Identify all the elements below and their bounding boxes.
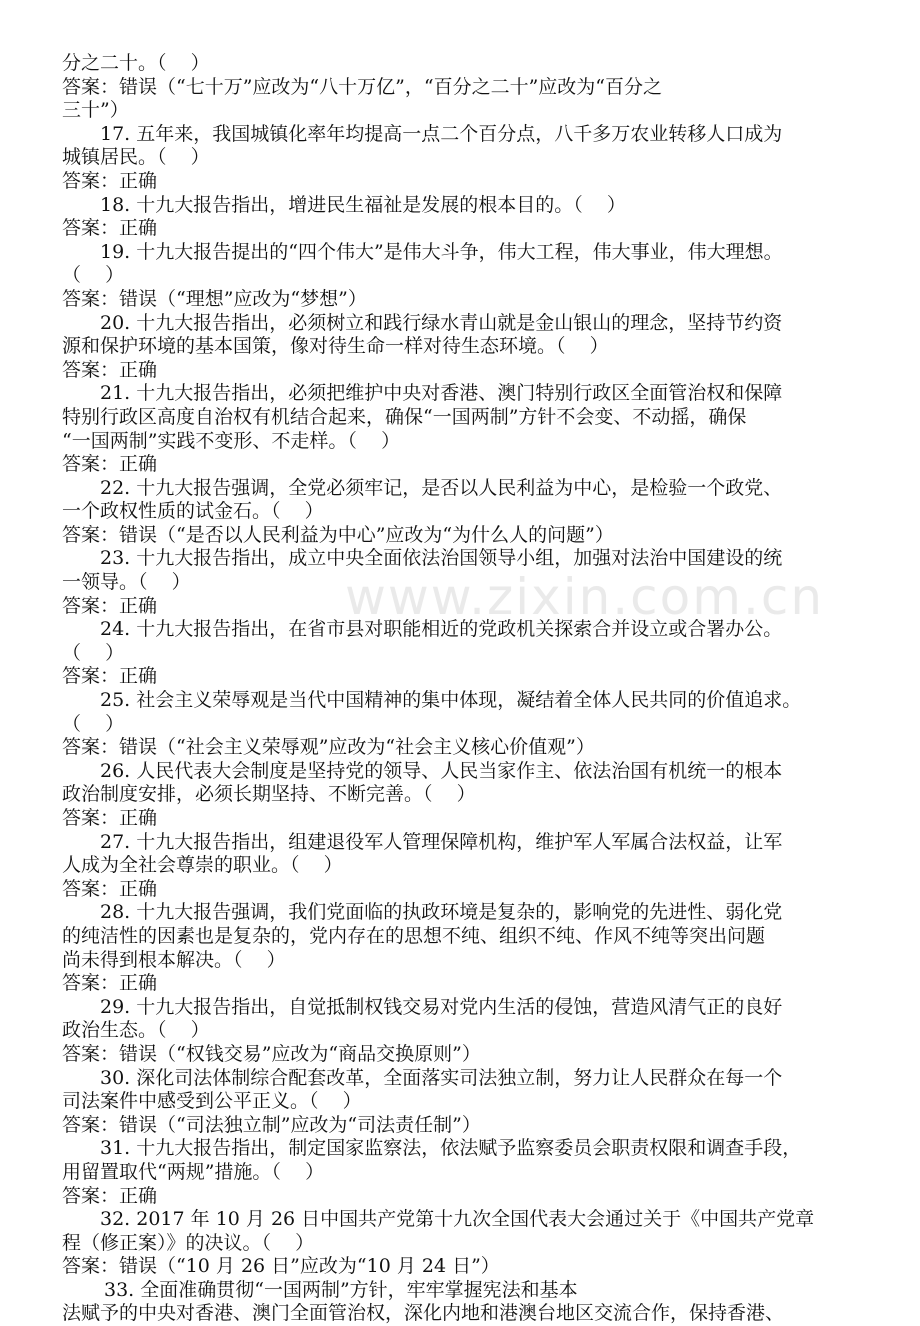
continuation-text: 源和保护环境的基本国策，像对待生命一样对待生态环境。（ ） [62,335,609,358]
continuation-text: 尚未得到根本解决。（ ） [62,948,286,971]
answer-text: 答案：错误（“是否以人民利益为中心”应改为“为什么人的问题”） [62,523,614,546]
document-body [62,52,872,1326]
continuation-text: （ ） [62,264,125,287]
question-text: 28. 十九大报告强调，我们党面临的执政环境是复杂的，影响党的先进性、弱化党 [100,901,783,924]
answer-text: 答案：正确 [62,1184,158,1207]
answer-text: 答案：正确 [62,358,158,381]
question-text: 17. 五年来，我国城镇化率年均提高一点二个百分点，八千多万农业转移人口成为 [100,122,783,145]
continuation-text: 三十”） [62,99,129,122]
continuation-text: 司法案件中感受到公平正义。（ ） [62,1090,362,1113]
question-text: 30. 深化司法体制综合配套改革，全面落实司法独立制，努力让人民群众在每一个 [100,1066,783,1089]
question-text: 24. 十九大报告指出，在省市县对职能相近的党政机关探索合并设立或合署办公。 [100,618,783,641]
question-text: 26. 人民代表大会制度是坚持党的领导、人民当家作主、依法治国有机统一的根本 [100,759,783,782]
answer-text: 答案：正确 [62,807,158,829]
question-text: 32. 2017 年 10 月 26 日中国共产党第十九次全国代表大会通过关于《中国共产党章 [100,1208,815,1231]
answer-text: 答案：正确 [62,877,158,900]
continuation-text: 一个政权性质的试金石。（ ） [62,500,324,523]
continuation-text: 法赋予的中央对香港、澳门全面管治权，深化内地和港澳台地区交流合作，保持香港、 [62,1302,785,1325]
question-text: 20. 十九大报告指出，必须树立和践行绿水青山就是金山银山的理念，坚持节约资 [100,311,783,334]
question-text: 29. 十九大报告指出，自觉抵制权钱交易对党内生活的侵蚀，营造风清气正的良好 [100,995,783,1018]
answer-text: 答案：错误（“社会主义荣辱观”应改为“社会主义核心价值观”） [62,736,595,759]
continuation-text: 一领导。（ ） [62,571,191,594]
question-text: 18. 十九大报告指出，增进民生福祉是发展的根本目的。（ ） [100,193,626,216]
question-text: 25. 社会主义荣辱观是当代中国精神的集中体现，凝结着全体人民共同的价值追求。 [100,689,802,712]
continuation-text: “一国两制”实践不变形、不走样。（ ） [62,429,401,452]
answer-text: 答案：错误（“司法独立制”应改为“司法责任制”） [62,1113,481,1136]
answer-text: 答案：正确 [62,453,158,476]
continuation-text: 用留置取代“两规”措施。（ ） [62,1160,325,1183]
question-text: 31. 十九大报告指出，制定国家监察法，依法赋予监察委员会职责权限和调查手段， [100,1137,802,1160]
answer-text: 答案：正确 [62,594,158,617]
answer-text: 答案：错误（“权钱交易”应改为“商品交换原则”） [62,1042,481,1065]
answer-text: 答案：错误（“10 月 26 日”应改为“10 月 24 日”） [62,1255,500,1278]
question-text: 22. 十九大报告强调，全党必须牢记，是否以人民利益为中心，是检验一个政党、 [100,476,783,499]
continuation-text: 人成为全社会尊崇的职业。（ ） [62,854,343,877]
continuation-text: （ ） [62,712,125,735]
continuation-text: 特别行政区高度自治权有机结合起来，确保“一国两制”方针不会变、不动摇，确保 [62,405,747,428]
continuation-text: 分之二十。（ ） [62,52,210,74]
answer-text: 答案：正确 [62,665,158,688]
watermark: www.zixin.com.cn [345,568,825,626]
question-text: 19. 十九大报告提出的“四个伟大”是伟大斗争，伟大工程，伟大事业，伟大理想。 [100,240,783,263]
continuation-text: 的纯洁性的因素也是复杂的，党内存在的思想不纯、组织不纯、作风不纯等突出问题 [62,924,766,947]
answer-text: 答案：错误（“七十万”应改为“八十万亿”，“百分之二十”应改为“百分之 [62,75,662,98]
question-text: 21. 十九大报告指出，必须把维护中央对香港、澳门特别行政区全面管治权和保障 [100,382,783,405]
question-text: 33. 全面准确贯彻“一国两制”方针，牢牢掌握宪法和基本 [104,1278,578,1301]
continuation-text: 政治生态。（ ） [62,1019,210,1042]
continuation-text: 程（修正案）》的决议。（ ） [62,1231,315,1254]
continuation-text: （ ） [62,641,125,664]
answer-text: 答案：正确 [62,217,158,240]
continuation-text: 政治制度安排，必须长期坚持、不断完善。（ ） [62,783,476,806]
answer-text: 答案：正确 [62,169,158,192]
question-text: 27. 十九大报告指出，组建退役军人管理保障机构，维护军人军属合法权益，让军 [100,830,783,853]
question-text: 23. 十九大报告指出，成立中央全面依法治国领导小组，加强对法治中国建设的统 [100,547,783,570]
answer-text: 答案：错误（“理想”应改为“梦想”） [62,287,367,310]
continuation-text: 城镇居民。（ ） [62,146,210,169]
answer-text: 答案：正确 [62,972,158,995]
